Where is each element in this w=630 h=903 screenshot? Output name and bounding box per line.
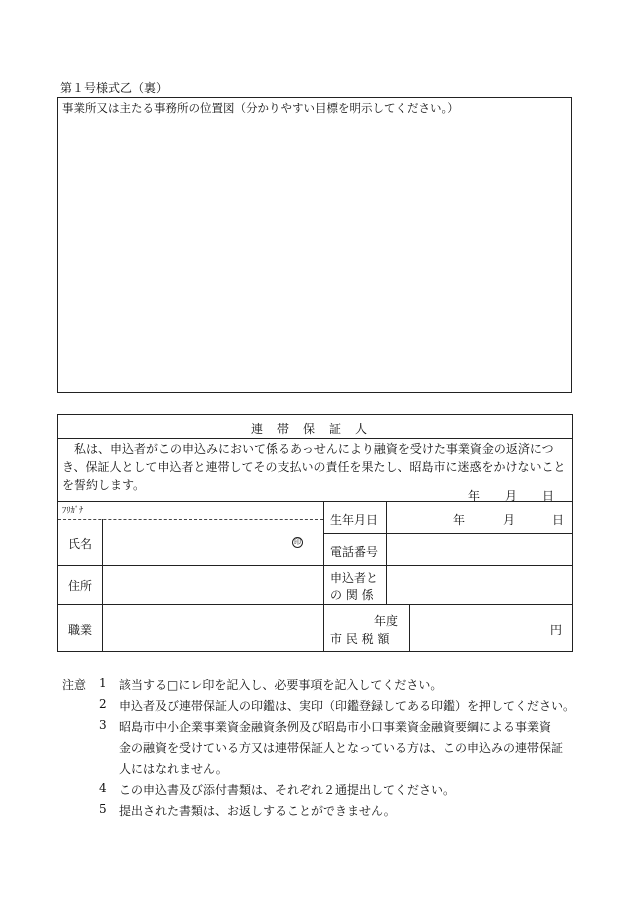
row-line: [58, 501, 572, 502]
guarantor-table: [57, 414, 573, 652]
tax-label-2: 市 民 税 額: [330, 632, 390, 646]
note-number: 1: [99, 676, 107, 690]
occupation-label: 職業: [68, 623, 93, 637]
dob-month: 月: [503, 513, 516, 527]
pledge-date-month: 月: [505, 489, 518, 503]
note-text: 該当する□にレ印を記入し、必要事項を記入してください。: [119, 678, 443, 692]
note-text: この申込書及び添付書類は、それぞれ２通提出してください。: [119, 783, 456, 797]
dob-day: 日: [552, 513, 565, 527]
col-line: [386, 501, 387, 604]
note-number: 4: [99, 781, 107, 795]
phone-label: 電話番号: [330, 545, 379, 559]
pledge-date-year: 年: [468, 489, 481, 503]
title-divider: [58, 438, 572, 439]
note-number: 3: [99, 718, 107, 732]
furigana-divider: [58, 519, 323, 520]
row-line: [58, 604, 572, 605]
col-line: [323, 501, 324, 651]
relation-label-1: 申込者と: [330, 571, 379, 585]
relation-label-2: の 関 係: [330, 588, 374, 602]
furigana-label: ﾌﾘｶﾞﾅ: [62, 506, 84, 516]
address-label: 住所: [68, 579, 93, 593]
row-line: [323, 533, 572, 534]
location-map-area[interactable]: [57, 97, 572, 393]
note-number: 2: [99, 697, 107, 711]
notes-heading: 注意: [62, 678, 87, 692]
note-text: 昭島市中小企業事業資金融資条例及び昭島市小口事業資金融資要綱による事業資: [119, 720, 552, 734]
guarantor-title: 連帯保証人: [250, 422, 381, 436]
form-number: 第１号様式乙（裏）: [60, 81, 169, 95]
dob-label: 生年月日: [330, 513, 379, 527]
col-line: [102, 519, 103, 651]
note-text: 申込者及び連帯保証人の印鑑は、実印（印鑑登録してある印鑑）を押してください。: [119, 699, 576, 713]
seal-mark: 印: [294, 538, 301, 546]
tax-unit: 円: [550, 623, 563, 637]
note-number: 5: [99, 802, 107, 816]
col-line: [409, 604, 410, 651]
note-text: 金の融資を受けている方又は連帯保証人となっている方は、この申込みの連帯保証: [119, 741, 564, 755]
tax-label-1: 年度: [374, 614, 399, 628]
note-text: 人にはなれません。: [119, 762, 228, 776]
pledge-date-day: 日: [542, 489, 555, 503]
dob-year: 年: [453, 513, 466, 527]
note-text: 提出された書類は、お返しすることができません。: [119, 804, 396, 818]
row-line: [58, 565, 572, 566]
map-caption: 事業所又は主たる事務所の位置図（分かりやすい目標を明示してください。）: [62, 101, 459, 115]
name-label: 氏名: [68, 537, 93, 551]
guarantor-pledge: 私は、申込者がこの申込みにおいて係るあっせんにより融資を受けた事業資金の返済につき、保証人として申込者と連帯してその支払いの責任を果たし、昭島市に迷惑をかけないことを誓約します。: [62, 442, 566, 492]
